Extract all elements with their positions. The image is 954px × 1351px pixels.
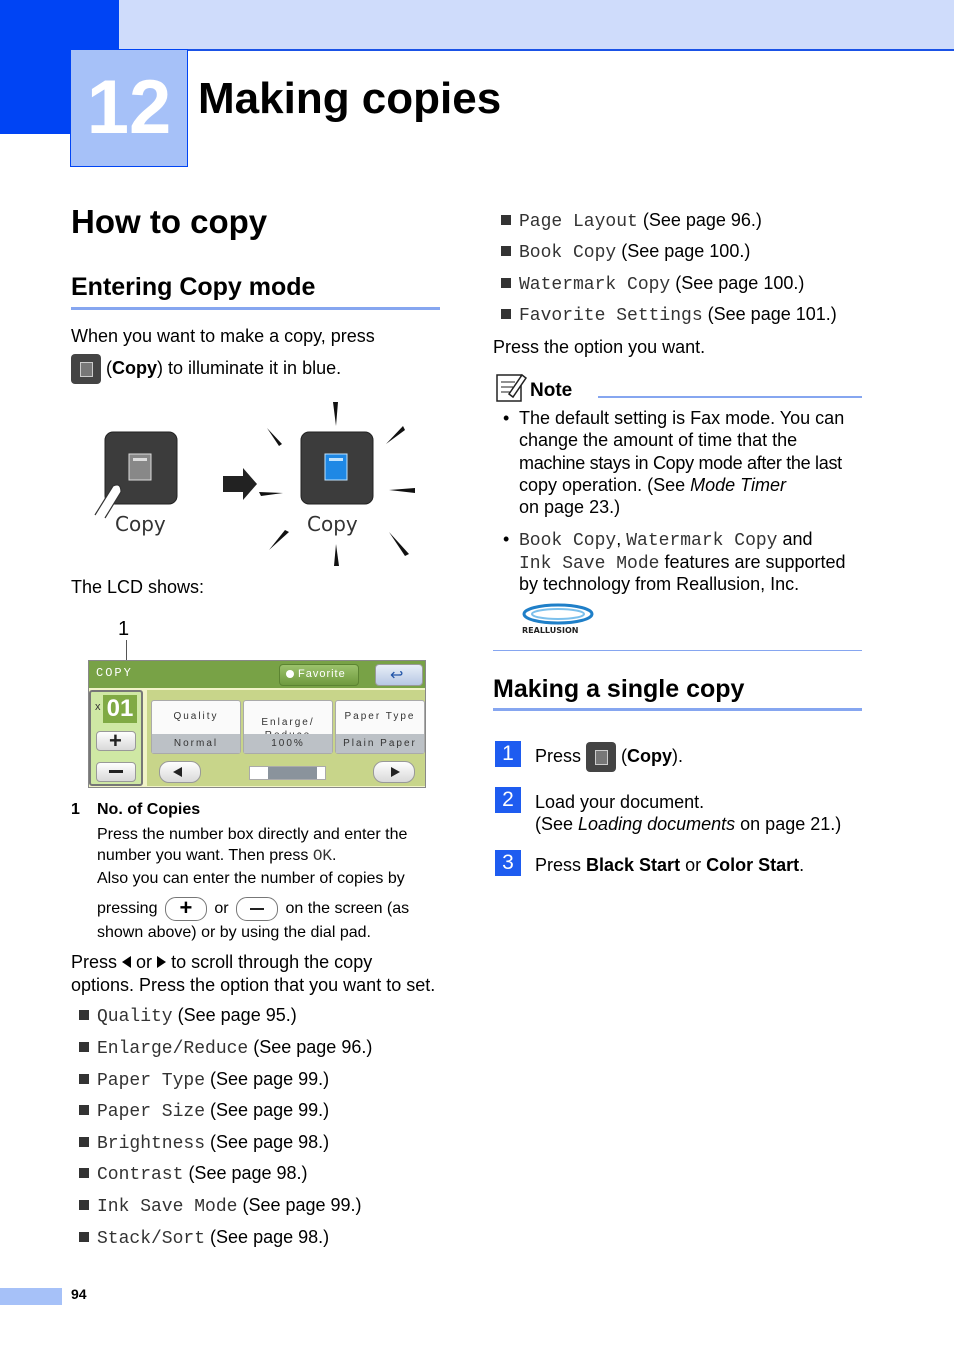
step-text: Press (Copy). <box>535 741 683 773</box>
favorite-button[interactable] <box>279 664 359 686</box>
note-line: copy operation. (See Mode Timer <box>519 475 786 495</box>
list-item: Favorite Settings (See page 101.) <box>501 304 837 326</box>
caption-line: pressing + or on the screen (as <box>97 894 410 920</box>
list-item: Page Layout (See page 96.) <box>501 210 762 232</box>
page-number: 94 <box>71 1286 87 1302</box>
bullet-icon <box>79 1074 89 1084</box>
lcd-screen <box>88 660 426 788</box>
right-arrow-icon <box>391 767 400 777</box>
option-label: Enlarge/ <box>261 717 315 728</box>
caption-line: Also you can enter the number of copies by <box>97 870 405 887</box>
copies-number-box[interactable]: 01 <box>103 695 137 723</box>
minus-button[interactable] <box>96 762 136 782</box>
single-copy-rule <box>493 708 862 711</box>
copy-label-right: Copy <box>307 512 358 536</box>
note-rule <box>598 396 862 398</box>
copy-document-lit-icon <box>325 454 347 480</box>
caption-title: No. of Copies <box>97 801 201 818</box>
option-value: Normal <box>152 734 240 753</box>
logo-text: REALLUSION <box>522 626 579 635</box>
back-arrow-icon: ↩ <box>390 667 404 684</box>
note-line: The default setting is Fax mode. You can <box>519 408 845 428</box>
copy-button-figure <box>85 398 430 570</box>
scroll-instruction-line2: options. Press the option that you want to set. <box>71 975 436 995</box>
caption-number: 1 <box>71 801 80 818</box>
note-line: by technology from Reallusion, Inc. <box>519 574 800 594</box>
note-bottom-rule <box>493 650 862 651</box>
step-text: Load your document. <box>535 792 705 812</box>
note-bullet-icon: • <box>503 529 510 549</box>
minus-button-icon <box>236 897 278 921</box>
list-item: Contrast (See page 98.) <box>79 1163 308 1185</box>
back-button[interactable] <box>375 664 423 686</box>
favorite-icon <box>286 670 294 678</box>
callout-number: 1 <box>118 618 130 640</box>
copy-button-icon <box>586 742 616 772</box>
left-arrow-icon <box>173 767 182 777</box>
note-line: Book Copy, Watermark Copy and <box>519 529 813 551</box>
lcd-shows-label: The LCD shows: <box>71 577 205 597</box>
lcd-mode-label: COPY <box>96 666 133 680</box>
bullet-icon <box>79 1168 89 1178</box>
copy-document-icon <box>129 454 151 480</box>
bullet-icon <box>79 1042 89 1052</box>
scroll-left-button[interactable] <box>159 761 201 783</box>
favorite-label: Favorite <box>298 668 346 680</box>
chapter-title: Making copies <box>198 74 502 123</box>
bullet-icon <box>79 1200 89 1210</box>
option-label: Quality <box>173 711 219 722</box>
bullet-icon <box>501 215 511 225</box>
option-value: 100% <box>244 734 332 753</box>
left-triangle-icon <box>122 956 131 968</box>
bullet-icon <box>501 246 511 256</box>
step-number: 2 <box>495 787 521 813</box>
subsection-rule <box>71 307 440 310</box>
list-item: Ink Save Mode (See page 99.) <box>79 1195 362 1217</box>
press-option-text: Press the option you want. <box>493 337 706 357</box>
list-item: Stack/Sort (See page 98.) <box>79 1227 329 1249</box>
note-bullet-icon: • <box>503 408 510 428</box>
scroll-thumb[interactable] <box>268 767 317 779</box>
bullet-icon <box>79 1232 89 1242</box>
minus-icon <box>109 770 123 773</box>
intro-line2: (Copy) to illuminate it in blue. <box>71 353 341 385</box>
plus-button-icon: + <box>165 897 207 921</box>
note-line: change the amount of time that the <box>519 430 798 450</box>
bullet-icon <box>79 1010 89 1020</box>
scroll-right-button[interactable] <box>373 761 415 783</box>
list-item: Paper Size (See page 99.) <box>79 1100 329 1122</box>
plus-button[interactable] <box>96 728 136 753</box>
scroll-track[interactable] <box>249 766 326 780</box>
single-copy-heading: Making a single copy <box>493 675 745 703</box>
list-item: Quality (See page 95.) <box>79 1005 297 1027</box>
list-item: Enlarge/Reduce (See page 96.) <box>79 1037 372 1059</box>
note-line: on page 23.) <box>519 497 621 517</box>
note-line: Ink Save Mode features are supported <box>519 552 846 574</box>
option-quality[interactable] <box>151 700 241 754</box>
bullet-icon <box>79 1105 89 1115</box>
copy-button-icon <box>71 354 101 384</box>
bullet-icon <box>501 278 511 288</box>
step-number: 1 <box>495 741 521 767</box>
bullet-icon <box>79 1137 89 1147</box>
note-title: Note <box>530 380 573 401</box>
section-heading: How to copy <box>71 203 268 240</box>
reallusion-logo <box>520 600 598 636</box>
step-text: (See Loading documents on page 21.) <box>535 814 842 834</box>
option-label: Paper Type <box>344 711 416 722</box>
subsection-heading: Entering Copy mode <box>71 273 316 301</box>
note-pencil-icon <box>495 372 527 404</box>
copy-label-left: Copy <box>115 512 166 536</box>
times-symbol: x <box>95 701 101 713</box>
option-value: Plain Paper <box>336 734 424 753</box>
caption-line: Press the number box directly and enter the <box>97 826 408 843</box>
chapter-number: 12 <box>70 49 188 167</box>
scroll-instruction: Press or to scroll through the copy <box>71 952 373 972</box>
list-item: Watermark Copy (See page 100.) <box>501 273 804 295</box>
bullet-icon <box>501 309 511 319</box>
caption-line: shown above) or by using the dial pad. <box>97 924 371 941</box>
plus-icon: + <box>109 728 122 753</box>
footer-tab <box>0 1288 62 1305</box>
caption-line: number you want. Then press OK. <box>97 847 337 865</box>
intro-text: When you want to make a copy, press <box>71 326 375 346</box>
option-paper-type[interactable] <box>335 700 425 754</box>
header-band <box>0 0 954 51</box>
note-line: machine stays in Copy mode after the last <box>519 453 842 473</box>
right-triangle-icon <box>157 956 166 968</box>
step-number: 3 <box>495 850 521 876</box>
step-text: Press Black Start or Color Start. <box>535 855 805 875</box>
arrow-right-icon <box>223 468 257 500</box>
list-item: Book Copy (See page 100.) <box>501 241 750 263</box>
option-enlarge-reduce[interactable] <box>243 700 333 754</box>
list-item: Brightness (See page 98.) <box>79 1132 329 1154</box>
list-item: Paper Type (See page 99.) <box>79 1069 329 1091</box>
